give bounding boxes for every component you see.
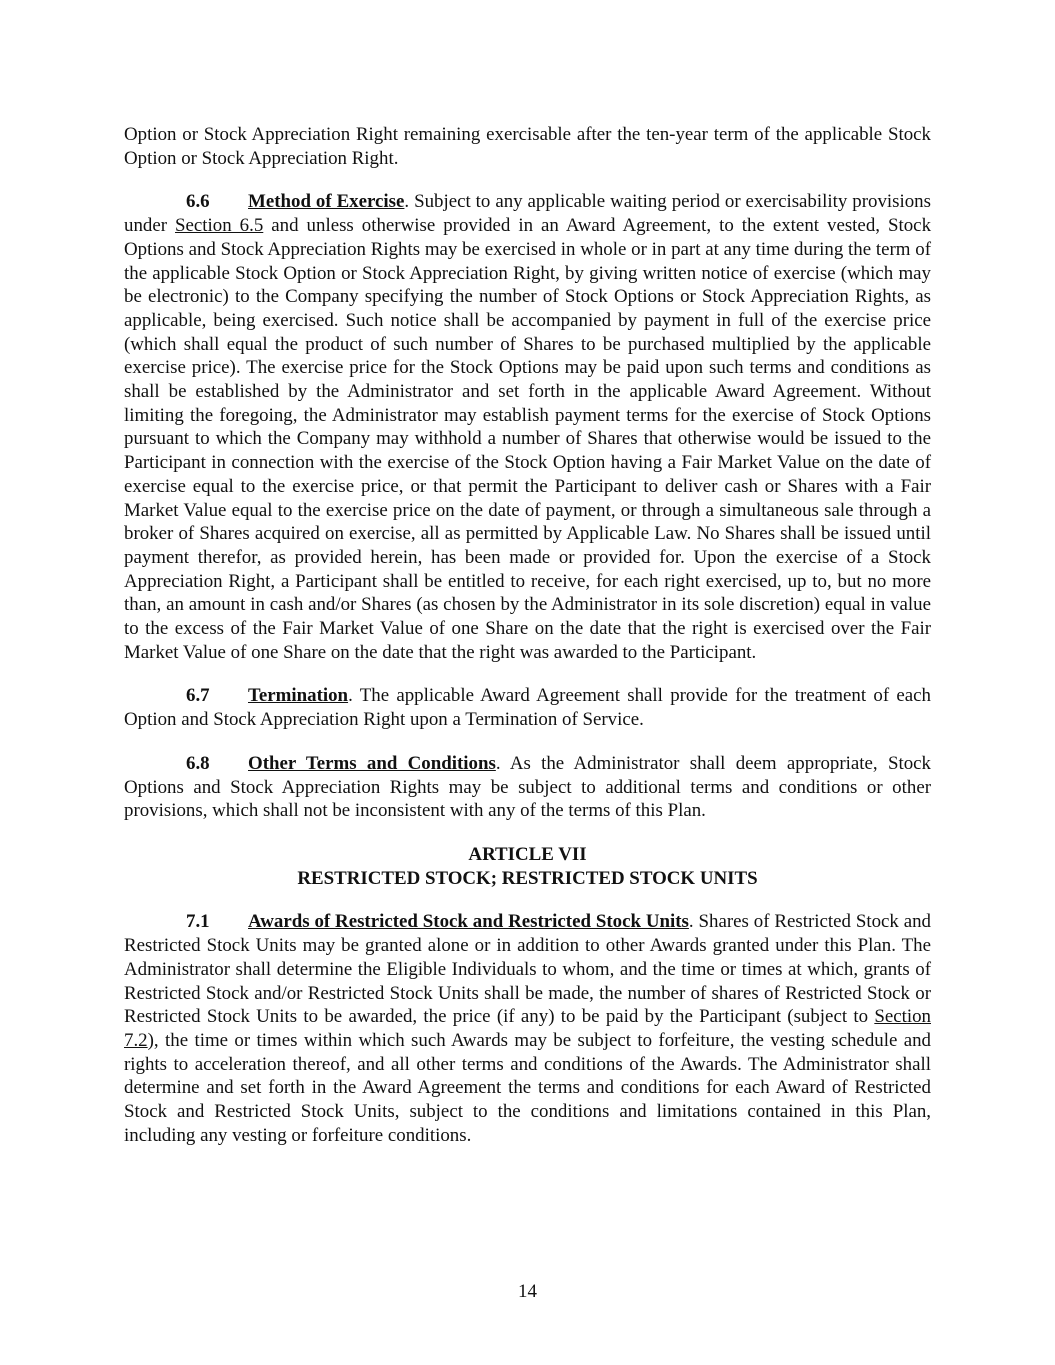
section-heading: Method of Exercise bbox=[248, 191, 405, 213]
section-7-1 bbox=[124, 910, 931, 1147]
article-number: ARTICLE VII bbox=[468, 843, 587, 865]
article-heading bbox=[124, 843, 931, 890]
section-heading: Awards of Restricted Stock and Restricted Stock Units bbox=[248, 911, 689, 933]
article-title: RESTRICTED STOCK; RESTRICTED STOCK UNITS bbox=[297, 867, 758, 889]
section-number: 6.7 bbox=[186, 685, 210, 707]
section-number: 6.8 bbox=[186, 752, 210, 774]
section-text: ), the time or times within which such Awards may be subject to forfeiture, the vesting schedule and rights to acceleration thereof, and all other terms and conditions of the Awards. The Administrator shall determine and set forth in the Award Agreement the terms and conditions for each Award of Restricted Stock and Restricted Stock Units, subject to the conditions and limitations contained in this Plan, including any vesting or forfeiture conditions. bbox=[124, 1029, 931, 1146]
section-6-6 bbox=[124, 190, 931, 664]
page-number: 14 bbox=[518, 1281, 537, 1302]
section-6-7 bbox=[124, 684, 931, 731]
section-number: 7.1 bbox=[186, 911, 210, 933]
section-reference-link[interactable]: Section 6.5 bbox=[175, 215, 264, 237]
section-text: . Subject to any applicable waiting period or exercisability provisions under bbox=[124, 191, 931, 237]
section-number: 6.6 bbox=[186, 191, 210, 213]
section-text: and unless otherwise provided in an Award Agreement, to the extent vested, Stock Options and Stock Appreciation Rights may be exercised in whole or in part at any time during the term of the applicable Stock Option or Stock Appreciation Right, by giving written notice of exercise (which may be electronic) to the Company specifying the number of Stock Options or Stock Appreciation Rights, as applicable, being exercised. Such notice shall be accompanied by payment in full of the exercise price (which shall equal the product of such number of Shares to be purchased multiplied by the applicable exercise price). The exercise price for the Stock Options may be paid upon such terms and conditions as shall be established by the Administrator and set forth in the applicable Award Agreement. Without limiting the foregoing, the Administrator may establish payment terms for the exercise of Stock Options pursuant to which the Company may withhold a number of Shares that otherwise would be issued to the Participant in connection with the exercise of the Stock Option having a Fair Market Value on the date of exercise equal to the exercise price, or that permit the Participant to deliver cash or Shares with a Fair Market Value equal to the exercise price on the date of payment, or through a simultaneous sale through a broker of Shares acquired on exercise, all as permitted by Applicable Law. No Shares shall be issued until payment therefor, as provided herein, has been made or provided for. Upon the exercise of a Stock Appreciation Right, a Participant shall be entitled to receive, for each right exercised, up to, but no more than, an amount in cash and/or Shares (as chosen by the Administrator in its sole discretion) equal in value to the excess of the Fair Market Value of one Share on the date that the right is exercised over the Fair Market Value of one Share on the date that the right was awarded to the Participant. bbox=[124, 215, 932, 663]
section-heading: Other Terms and Conditions bbox=[248, 752, 496, 774]
section-6-8 bbox=[124, 752, 931, 823]
section-reference-link[interactable]: Section 7.2 bbox=[124, 1006, 931, 1051]
document-page bbox=[124, 123, 931, 1147]
section-text: . Shares of Restricted Stock and Restricted Stock Units may be granted alone or in addition to other Awards granted under this Plan. The Administrator shall determine the Eligible Individuals to whom, and the time or times at which, grants of Restricted Stock and/or Restricted Stock Units shall be made, the number of shares of Restricted Stock or Restricted Stock Units to be awarded, the price (if any) to be paid by the Participant (subject to bbox=[124, 911, 931, 1028]
section-text: . The applicable Award Agreement shall provide for the treatment of each Option and Stock Appreciation Right upon a Termination of Service. bbox=[124, 685, 931, 731]
section-heading: Termination bbox=[248, 685, 349, 707]
section-text: . As the Administrator shall deem appropriate, Stock Options and Stock Appreciation Rights may be subject to additional terms and conditions or other provisions, which shall not be inconsistent with any of the terms of this Plan. bbox=[124, 752, 931, 822]
continuation-paragraph: Option or Stock Appreciation Right remaining exercisable after the ten-year term of the applicable Stock Option or Stock Appreciation Right. bbox=[124, 124, 931, 169]
